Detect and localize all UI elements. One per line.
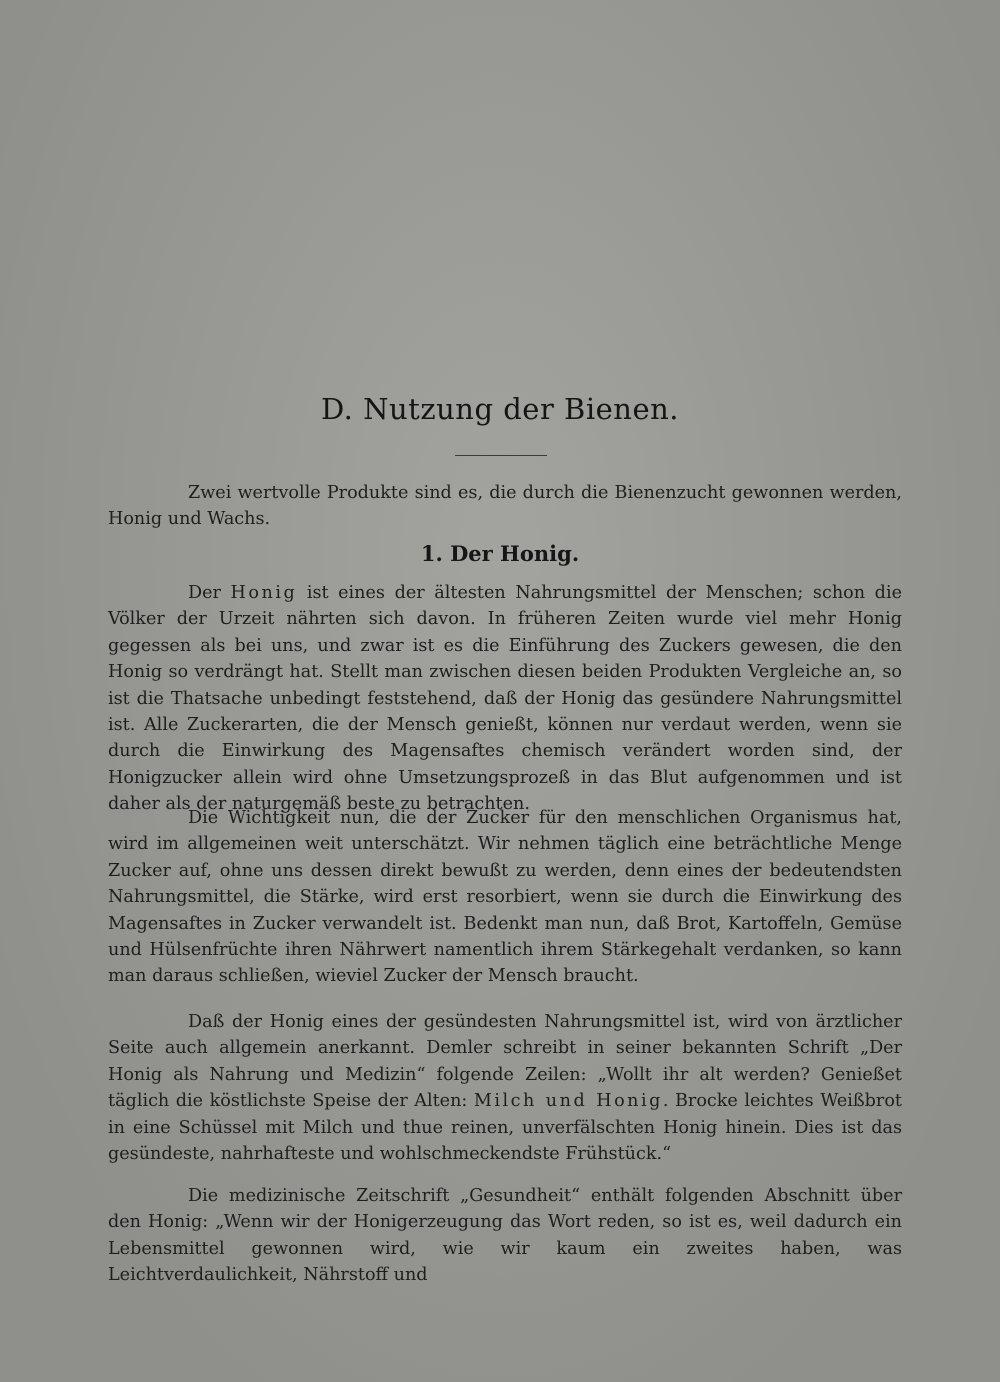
heading-divider: [455, 455, 547, 456]
paragraph-1-rest: ist eines der ältesten Nahrungsmittel der Menschen; schon die Völker der Urzeit nährten sich davon. In früheren Zeiten wurde viel mehr Honig gegessen als bei uns, und zwar ist es die Einführung des Zuckers gewesen, die den Honig so verdrängt hat. Stellt man zwischen diesen beiden Produkten Vergleiche an, so ist die Thatsache unbedingt feststehend, daß der Honig das gesündere Nahrungsmittel ist. Alle Zuckerarten, die der Mensch genießt, können nur verdaut werden, wenn sie durch die Einwirkung des Magensaftes chemisch verändert worden sind, der Honigzucker allein wird ohne Umsetzungsprozeß in das Blut aufgenommen und ist daher als der naturgemäß beste zu betrachten.: [108, 583, 902, 815]
intro-paragraph: Zwei wertvolle Produkte sind es, die durch die Bienenzucht gewonnen werden, Honig und Wachs.: [108, 483, 902, 530]
section-heading: 1. Der Honig.: [420, 541, 580, 566]
paragraph-3-start: Daß der Honig eines der gesündesten Nahrungsmittel ist, wird von ärztlicher Seite auch allgemein anerkannt. Demler schreibt in seiner bekannten Schrift „Der Honig als Nahrung und Medizin“ folgende Zeilen: „Wollt ihr alt werden? Genießet täglich die köstlichste Speise der Alten:: [108, 1012, 902, 1112]
paragraph-1-start: Der: [188, 583, 231, 603]
chapter-heading: D. Nutzung der Bienen.: [320, 392, 680, 426]
paragraph-1-emphasis: Honig: [230, 583, 298, 603]
paragraph-3: [108, 1009, 902, 1167]
paragraph-4: Die medizinische Zeitschrift „Gesundheit“ enthält folgenden Abschnitt über den Honig: „Wenn wir der Honigerzeugung das Wort reden, so ist es, weil dadurch ein Lebensmittel gewonnen wird, wie wir kaum ein zweites haben, was Leichtverdaulichkeit, Nährstoff und: [108, 1186, 902, 1286]
paragraph-1: [108, 580, 902, 818]
paragraph-2: Die Wichtigkeit nun, die der Zucker für den menschlichen Organismus hat, wird im allgemeinen weit unterschätzt. Wir nehmen täglich eine beträchtliche Menge Zucker auf, ohne uns dessen direkt bewußt zu werden, denn eines der bedeutendsten Nahrungsmittel, die Stärke, wird erst resorbiert, wenn sie durch die Einwirkung des Magensaftes in Zucker verwandelt ist. Bedenkt man nun, daß Brot, Kartoffeln, Gemüse und Hülsenfrüchte ihren Nährwert namentlich ihrem Stärkegehalt verdanken, so kann man daraus schließen, wieviel Zucker der Mensch braucht.: [108, 808, 902, 987]
paragraph-3-rest: . Brocke leichtes Weißbrot in eine Schüssel mit Milch und thue reinen, unverfälschten Honig hinein. Dies ist das gesündeste, nahrhafteste und wohlschmeckendste Frühstück.“: [108, 1091, 902, 1165]
paragraph-3-emphasis: Milch und Honig: [473, 1091, 663, 1112]
